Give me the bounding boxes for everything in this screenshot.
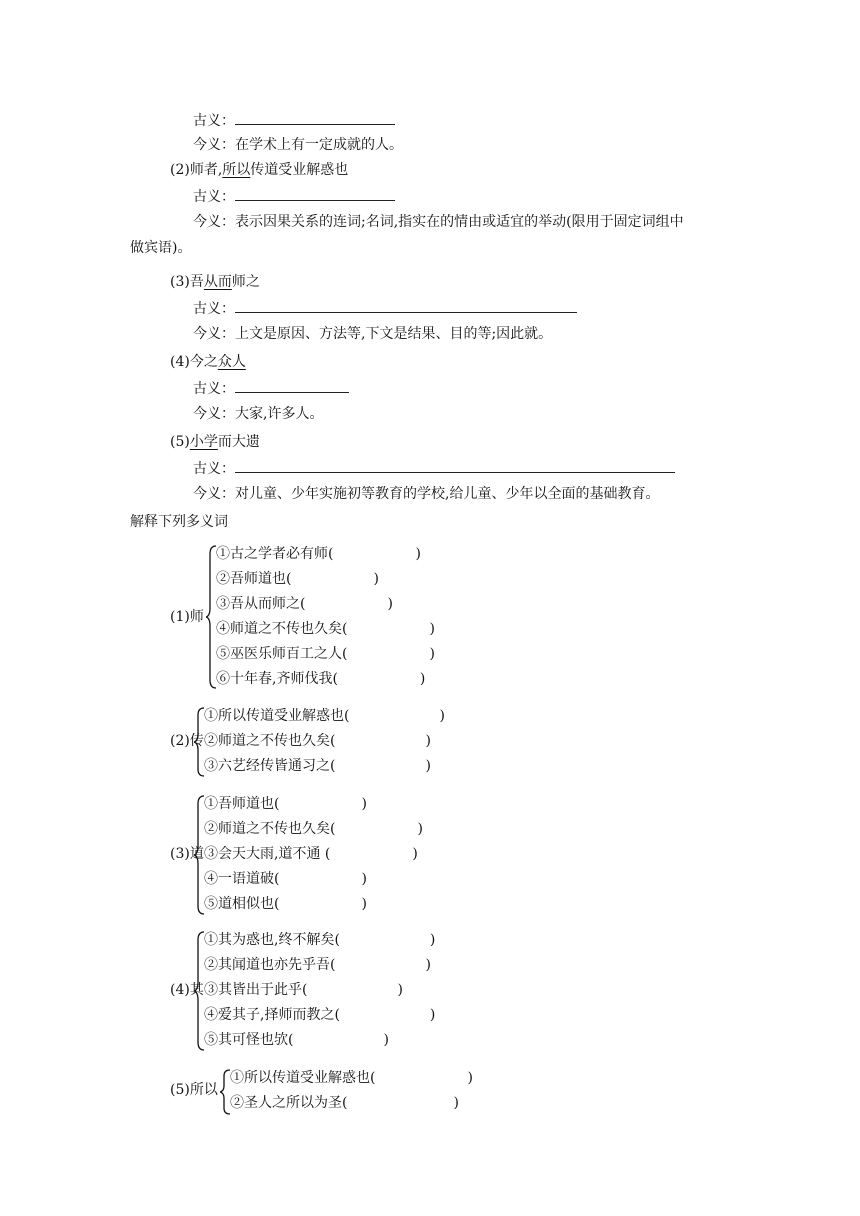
gu-label: 古义： [193, 381, 235, 397]
group-item: ①所以传道受业解惑也( ) [204, 708, 445, 724]
item4-jin-line [193, 404, 323, 424]
keyword-underlined: 从而 [203, 274, 232, 290]
answer-blank[interactable] [235, 378, 349, 393]
polysemy-group-chuan [170, 706, 570, 782]
answer-blank[interactable] [235, 458, 675, 473]
item-number: (4) [170, 354, 190, 370]
sentence-pre: 今之 [189, 354, 218, 370]
item3-sentence [170, 272, 260, 292]
jin-text: 表示因果关系的连词;名词,指实在的情由或适宜的举动(限用于固定词组中 [235, 214, 684, 230]
group-item: ②圣人之所以为圣( ) [230, 1095, 459, 1111]
item2-sentence [170, 160, 348, 180]
gu-label: 古义： [193, 189, 235, 205]
item3-gu-line [193, 298, 577, 319]
group-item: ①古之学者必有师( ) [216, 546, 421, 562]
sentence-post: 传道受业解惑也 [250, 162, 349, 178]
item2-gu-line [193, 186, 395, 207]
section-heading: 解释下列多义词 [130, 514, 228, 530]
keyword-underlined: 众人 [217, 354, 246, 370]
group-item: ⑤道相似也( ) [204, 896, 367, 912]
group-item: ③六艺经传皆通习之( ) [204, 758, 431, 774]
item5-sentence [170, 432, 260, 452]
sentence-pre: 吾 [189, 274, 204, 290]
group-item: ①所以传道受业解惑也( ) [230, 1070, 473, 1086]
sentence-post: 而大遗 [217, 434, 260, 450]
group-label: (4)其 [170, 982, 204, 998]
group-item: ④师道之不传也久矣( ) [216, 621, 435, 637]
answer-blank[interactable] [235, 298, 577, 313]
group-item: ①吾师道也( ) [204, 796, 367, 812]
group-item: ③吾从而师之( ) [216, 596, 393, 612]
jin-text-cont: 做宾语)。 [130, 240, 192, 256]
jin-label: 今义： [193, 137, 235, 153]
sentence-post: 师之 [231, 274, 260, 290]
group-item: ⑥十年春,齐师伐我( ) [216, 671, 426, 687]
item4-gu-line [193, 378, 349, 399]
group-label: (2)传 [170, 733, 204, 749]
polysemy-group-dao [170, 794, 570, 920]
group-label: (3)道 [170, 846, 204, 862]
jin-text: 大家,许多人。 [235, 406, 324, 422]
jin-text: 对儿童、少年实施初等教育的学校,给儿童、少年以全面的基础教育。 [235, 486, 660, 502]
gu-label: 古义： [193, 113, 235, 129]
group-item: ③其皆出于此乎( ) [204, 982, 403, 998]
group-item: ②师道之不传也久矣( ) [204, 733, 431, 749]
jin-label: 今义： [193, 406, 235, 422]
group-item: ④一语道破( ) [204, 871, 367, 887]
item2-jin-line1 [193, 212, 684, 232]
item2-jin-line2 [130, 238, 191, 258]
answer-blank[interactable] [235, 110, 395, 125]
item4-sentence [170, 352, 246, 372]
jin-label: 今义： [193, 214, 235, 230]
keyword-underlined: 小学 [189, 434, 218, 450]
polysemy-group-suoyi [170, 1068, 570, 1120]
keyword-underlined: 所以 [222, 162, 251, 178]
group-item: ③会天大雨,道不通 ( ) [204, 846, 418, 862]
polysemy-group-qi [170, 930, 570, 1056]
item-number: (3) [170, 274, 190, 290]
jin-text: 在学术上有一定成就的人。 [235, 137, 403, 153]
item3-jin-line [193, 324, 552, 344]
item1-jin-line [193, 135, 403, 155]
item5-jin-line [193, 484, 659, 504]
jin-label: 今义： [193, 326, 235, 342]
gu-label: 古义： [193, 461, 235, 477]
group-item: ②师道之不传也久矣( ) [204, 821, 423, 837]
group-item: ②其闻道也亦先乎吾( ) [204, 957, 431, 973]
polysemy-group-shi [170, 544, 570, 694]
jin-text: 上文是原因、方法等,下文是结果、目的等;因此就。 [235, 326, 553, 342]
item1-gu-line [193, 110, 395, 131]
group-item: ⑤巫医乐师百工之人( ) [216, 646, 435, 662]
gu-label: 古义： [193, 301, 235, 317]
group-label: (5)所以 [170, 1082, 218, 1098]
group-label: (1)师 [170, 609, 204, 625]
item5-gu-line [193, 458, 675, 479]
group-item: ④爱其子,择师而教之( ) [204, 1007, 436, 1023]
group-item: ①其为惑也,终不解矣( ) [204, 932, 436, 948]
group-item: ⑤其可怪也欤( ) [204, 1032, 389, 1048]
sentence-pre: 师者, [189, 162, 223, 178]
jin-label: 今义： [193, 486, 235, 502]
group-item: ②吾师道也( ) [216, 571, 379, 587]
answer-blank[interactable] [235, 186, 395, 201]
item-number: (5) [170, 434, 190, 450]
item-number: (2) [170, 162, 190, 178]
